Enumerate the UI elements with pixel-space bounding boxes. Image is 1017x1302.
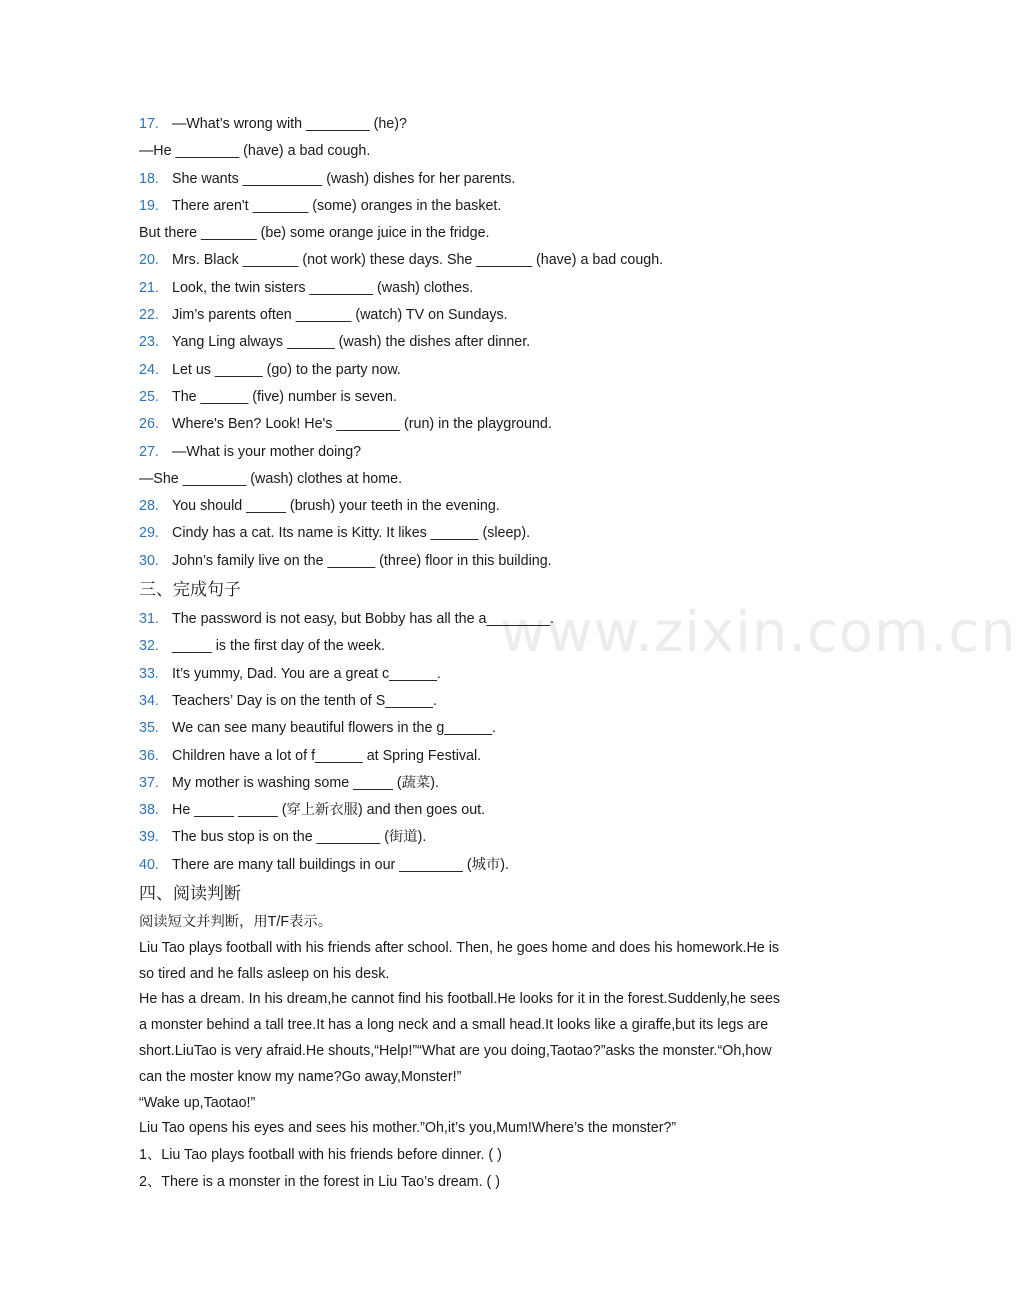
question-number: 19. bbox=[139, 197, 159, 214]
fill-verb-item bbox=[139, 520, 789, 547]
question-number: 33. bbox=[139, 665, 159, 682]
complete-sentence-item bbox=[139, 606, 789, 633]
question-number: 27. bbox=[139, 443, 159, 460]
fill-verb-item bbox=[139, 302, 789, 329]
question-text: Cindy has a cat. Its name is Kitty. It likes ______ (sleep). bbox=[172, 525, 531, 542]
question-text: The ______ (five) number is seven. bbox=[172, 388, 397, 405]
fill-verb-item bbox=[139, 411, 789, 438]
fill-verb-item bbox=[139, 466, 789, 493]
question-number: 30. bbox=[139, 552, 159, 569]
question-text: We can see many beautiful flowers in the g______. bbox=[172, 720, 496, 737]
watermark: www.zixin.com.cn bbox=[500, 600, 1017, 665]
complete-sentence-item bbox=[139, 715, 789, 742]
question-number: 20. bbox=[139, 252, 159, 269]
question-number: 35. bbox=[139, 720, 159, 737]
question-text: Yang Ling always ______ (wash) the dishes after dinner. bbox=[172, 334, 531, 351]
question-number: 18. bbox=[139, 170, 159, 187]
question-text: —She ________ (wash) clothes at home. bbox=[139, 470, 403, 487]
question-number: 28. bbox=[139, 498, 159, 515]
question-number: 22. bbox=[139, 307, 159, 324]
complete-sentence-item bbox=[139, 743, 789, 770]
question-text: Children have a lot of f______ at Spring Festival. bbox=[172, 747, 482, 764]
question-number: 21. bbox=[139, 279, 159, 296]
question-text: Where's Ben? Look! He's ________ (run) in the playground. bbox=[172, 416, 552, 433]
question-text: —He ________ (have) a bad cough. bbox=[139, 143, 371, 160]
passage-p1: Liu Tao plays football with his friends after school. Then, he goes home and does his homework.He is so tired and he falls asleep on his desk. bbox=[139, 939, 780, 982]
question-number: 34. bbox=[139, 692, 159, 709]
question-text: The bus stop is on the ________ (街道). bbox=[172, 829, 427, 846]
complete-sentence-item bbox=[139, 797, 789, 824]
question-2: 2、There is a monster in the forest in Liu Tao’s dream. ( ) bbox=[139, 1174, 501, 1191]
question-text: _____ is the first day of the week. bbox=[172, 638, 385, 655]
question-text: But there _______ (be) some orange juice in the fridge. bbox=[139, 225, 490, 242]
passage-p4: Liu Tao opens his eyes and sees his mother.”Oh,it’s you,Mum!Where’s the monster?” bbox=[139, 1120, 677, 1137]
section-complete-sentences bbox=[139, 606, 789, 879]
section-fill-verbs bbox=[139, 111, 789, 575]
question-text: You should _____ (brush) your teeth in the evening. bbox=[172, 498, 500, 515]
complete-sentence-item bbox=[139, 824, 789, 851]
fill-verb-item bbox=[139, 384, 789, 411]
fill-verb-item bbox=[139, 329, 789, 356]
fill-verb-item bbox=[139, 111, 789, 138]
complete-sentence-item bbox=[139, 688, 789, 715]
question-number: 29. bbox=[139, 525, 159, 542]
question-text: Let us ______ (go) to the party now. bbox=[172, 361, 401, 378]
question-number: 32. bbox=[139, 638, 159, 655]
section3-heading: 三、完成句子 bbox=[139, 580, 241, 601]
fill-verb-item bbox=[139, 439, 789, 466]
fill-verb-item bbox=[139, 193, 789, 220]
complete-sentence-item bbox=[139, 852, 789, 879]
question-text: Jim’s parents often _______ (watch) TV on Sundays. bbox=[172, 307, 508, 324]
complete-sentence-item bbox=[139, 633, 789, 660]
question-number: 24. bbox=[139, 361, 159, 378]
question-number: 40. bbox=[139, 856, 159, 873]
question-number: 31. bbox=[139, 611, 159, 628]
question-text: —What is your mother doing? bbox=[172, 443, 362, 460]
fill-verb-item bbox=[139, 247, 789, 274]
question-number: 37. bbox=[139, 774, 159, 791]
section4-heading: 四、阅读判断 bbox=[139, 884, 241, 905]
question-text: There are many tall buildings in our ________ (城市). bbox=[172, 856, 509, 873]
fill-verb-item bbox=[139, 138, 789, 165]
question-text: Look, the twin sisters ________ (wash) clothes. bbox=[172, 279, 474, 296]
question-text: —What’s wrong with ________ (he)? bbox=[172, 116, 407, 132]
question-number: 39. bbox=[139, 829, 159, 846]
section4-instruction: 阅读短文并判断，用T/F表示。 bbox=[139, 914, 332, 931]
question-number: 23. bbox=[139, 334, 159, 351]
question-text: John’s family live on the ______ (three) floor in this building. bbox=[172, 552, 552, 569]
fill-verb-item bbox=[139, 493, 789, 520]
question-text: She wants __________ (wash) dishes for her parents. bbox=[172, 170, 516, 187]
question-number: 25. bbox=[139, 388, 159, 405]
question-text: There aren't _______ (some) oranges in the basket. bbox=[172, 197, 502, 214]
worksheet-content bbox=[139, 111, 789, 1197]
fill-verb-item bbox=[139, 275, 789, 302]
complete-sentence-item bbox=[139, 661, 789, 688]
question-1: 1、Liu Tao plays football with his friends before dinner. ( ) bbox=[139, 1147, 502, 1164]
question-text: Teachers’ Day is on the tenth of S______. bbox=[172, 692, 437, 709]
question-number: 17. bbox=[139, 116, 159, 132]
question-text: Mrs. Black _______ (not work) these days. She _______ (have) a bad cough. bbox=[172, 252, 664, 269]
question-number: 26. bbox=[139, 416, 159, 433]
question-number: 38. bbox=[139, 802, 159, 819]
fill-verb-item bbox=[139, 166, 789, 193]
passage-p2: He has a dream. In his dream,he cannot find his football.He looks for it in the forest.Suddenly,he sees a monster behind a tall tree.It has a long neck and a small head.It looks like a giraffe,but its legs are short.LiuTao is very afraid.He shouts,“Help!”“What are you doing,Taotao?”asks the monster.“Oh,how can the moster know my name?Go away,Monster!” bbox=[139, 991, 781, 1085]
passage-p3: “Wake up,Taotao!” bbox=[139, 1094, 256, 1111]
question-text: My mother is washing some _____ (蔬菜). bbox=[172, 774, 439, 791]
fill-verb-item bbox=[139, 357, 789, 384]
complete-sentence-item bbox=[139, 770, 789, 797]
question-text: It’s yummy, Dad. You are a great c______. bbox=[172, 665, 441, 682]
fill-verb-item bbox=[139, 548, 789, 575]
question-number: 36. bbox=[139, 747, 159, 764]
question-text: The password is not easy, but Bobby has all the a________. bbox=[172, 611, 555, 628]
question-text: He _____ _____ (穿上新衣服) and then goes out. bbox=[172, 802, 486, 819]
fill-verb-item bbox=[139, 220, 789, 247]
